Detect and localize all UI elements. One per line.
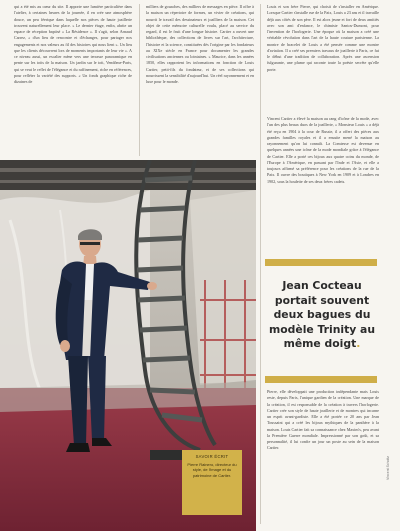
column-right-middle <box>267 116 379 254</box>
quote-rule-top <box>265 259 377 266</box>
pull-quote <box>266 279 378 352</box>
column-rule <box>139 4 140 156</box>
photo-credit: Vincent Scholtz <box>386 455 390 480</box>
caption-title: SAVOIR ÉCRIT <box>195 454 229 459</box>
column-top-left-text: qui a été mis au cœur du site. Il apporte une lumière particulière dans l'atelier, à certaines heures de la journée, il en crée une atmosphère douce, un peu féerique dans laquelle nos pièces de haute joaillerie trouvent naturellement leur place. » Le dernier étage, enfin, abrite un espace de réception baptisé « La Résidence ». Il s'agit, selon Arnaud Carrez, « d'un lieu de rencontre et d'échanges, pour partager nos engagements et nos valeurs au fil des histoires qui nous lient ». Un lieu que les clients découvrent lors de moments importants de leur vie ». A ce niveau aussi, un escalier mène vers une terrasse panoramique en pente sur les toits de la maison. Un jardin sur le toit, Vendôme-Paris, qui se veut le reflet de l'élégance et du raffinement, riche en références, pour refléter la variété des supports. « Un fonds graphique riche de dizaines de <box>14 4 132 84</box>
column-bottom-right-text: Pierre, elle développait une production indépendante mais Louis reste, depuis Paris, l'unique gardien de la création. Une marque de la création, il est responsable de la création à travers l'horlogerie. Cartier crée son style de haute joaillerie et de montres qui incarne un esprit avant-gardiste. Elle a été portée ce 20 ans par Jean Toussaint qui a créé les bijoux mythiques de la panthère à la maison. Louis Cartier fait sa connaissance chez Maxim's, peu avant la Première Guerre mondiale. Impressionné par son goût, et sa personnalité, il lui confie un jour un poste au sein de la maison Cartier. <box>267 389 379 451</box>
column-top-right-text: Louis et son frère Pierre, qui choisit de s'installer en Amérique. Lorsque Cartier s'installe rue de la Paix, Louis a 23 ans et il travaille déjà aux côtés de son père. Il est alors jeune et fort de deux amitiés avec son ami d'enfance, le chimiste Santos-Dumont, pour l'invention de l'horlogerie. Une époque où la maison a créé une véritable révolution dans l'art de la haute couture parisienne. La montre de bracelet de Louis a été pensée comme une montre d'aviation. Il a créé ses premiers travaux de joaillerie à Paris, ce fut le début d'une tradition de collaboration. Après une ascension fulgurante, une plume qui raconte toute la poésie secrète qu'elle porte. <box>267 4 379 72</box>
column-rule <box>260 4 261 524</box>
column-bottom-right <box>267 389 379 525</box>
pull-quote-end-mark: . <box>356 337 361 351</box>
column-top-left <box>14 4 132 85</box>
caption-body: Pierre Rainero, directeur du style, de l'image et du patrimoine de Cartier. <box>187 462 237 478</box>
column-top-right <box>267 4 379 73</box>
column-top-middle <box>146 4 254 85</box>
pull-quote-text: Jean Cocteau portait souvent deux bagues du modèle Trinity au même doigt <box>268 279 376 351</box>
column-top-middle-text: milliers de gouaches, des milliers de messages en pièce. Il offre à la maison un répertoire de formes, un vivier de créations, qui nourrit le travail des dessinateurs et joailliers de la maison. Cet objet de cette mémoire culturelle voulu, placé au service du regard, il est le fruit d'une longue histoire. Cartier a ouvert une bibliothèque, des collections de livres sur l'art, l'architecture, l'histoire et la science, constituées dès l'origine par les fondateurs au XIXe siècle en France pour documenter les grandes civilisations anciennes ou lointaines. » Maurice, dans les années 1850, elles rapportent les informations en fonction de Louis Cartier, petit-fils du fondateur, et de ses collections qui nourrissent la sensibilité d'aujourd'hui. Un réel rayonnement et en luxe pour le monde. <box>146 4 254 84</box>
column-right-middle-text: Vincent Cartier a élevé la maison au rang d'icône de la mode, avec l'un des plus beaux duos de la joaillerie, « Monsieur Louis » a déjà été reçu en 1904 à la cour de Russie, il a offert des pièces aux grandes familles royales et il a ensuite mené la maison au rayonnement qu'on lui connaît. La Comtesse est devenue en quelques années une icône de la mode mondiale grâce à l'élégance de Cartier. Elle a porté ces bijoux aux quatre coins du monde, de l'Europe à l'Amérique, en passant par l'Inde et l'Asie, et elle a toujours affirmé sa préférence pour les créations de la rue de la Paix. Il ouvre des boutiques à New York en 1909 et à Londres en 1902, sous la houlette de ses deux frères cadets. <box>267 116 379 184</box>
photo-caption <box>182 450 242 515</box>
quote-rule-bottom <box>265 376 377 383</box>
